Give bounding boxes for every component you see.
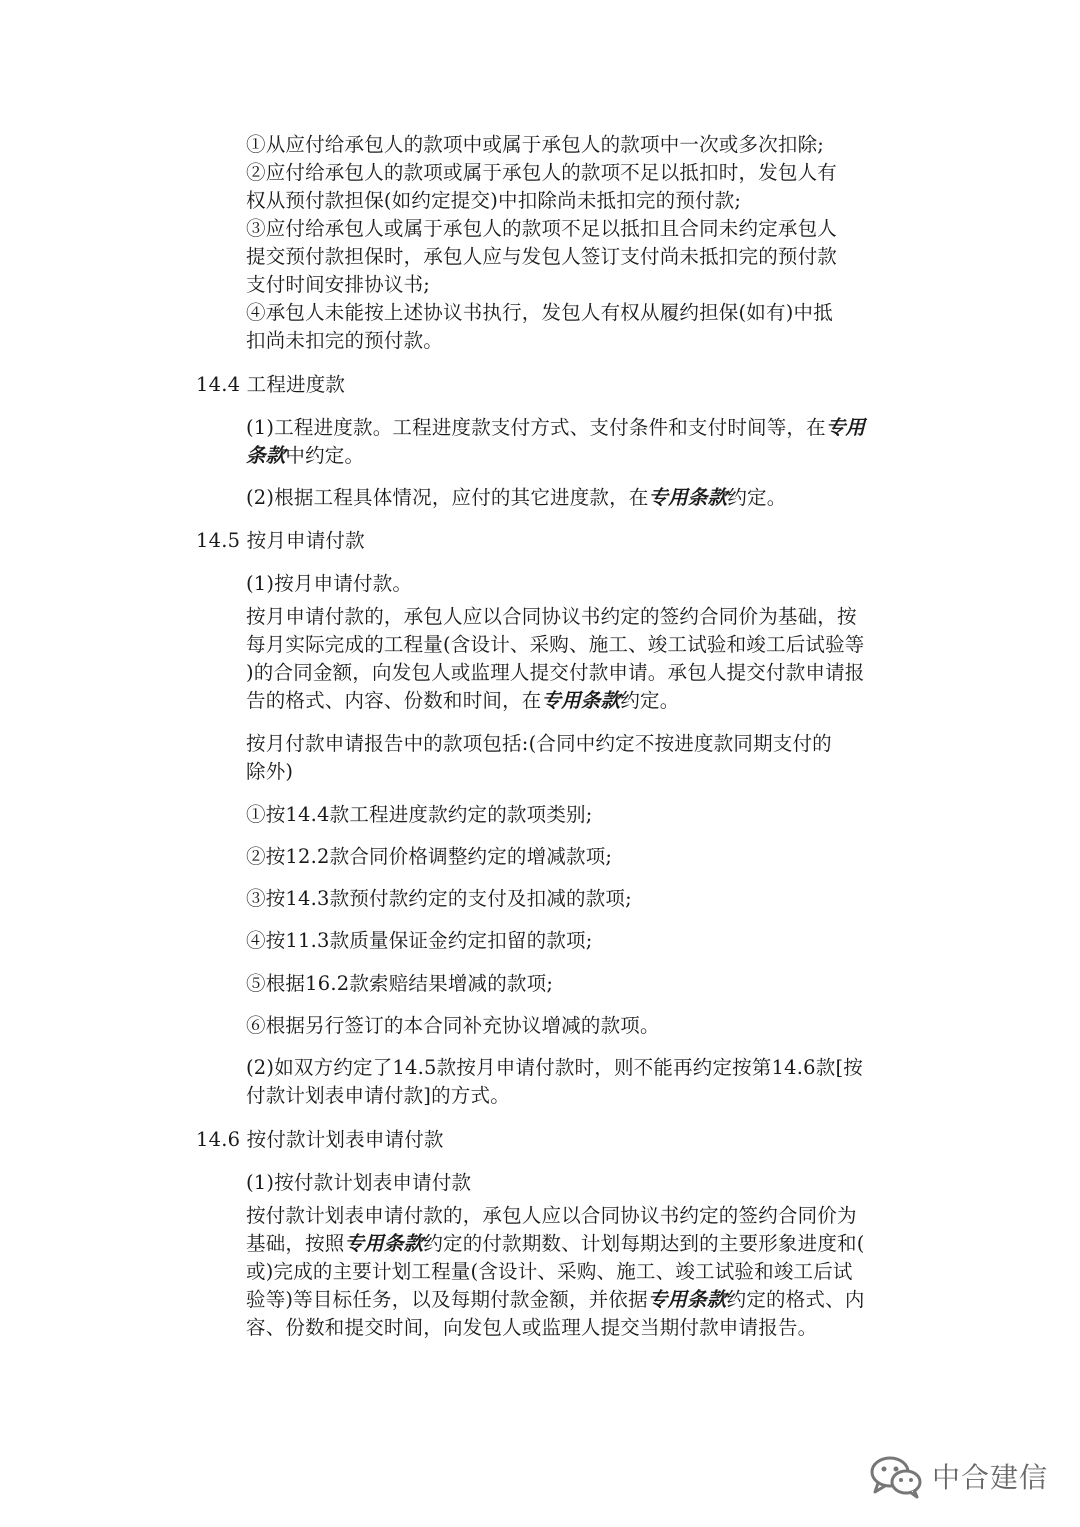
section-heading-14-6: 14.6 按付款计划表申请付款	[196, 1128, 444, 1151]
paragraph-line: (1)按付款计划表申请付款	[246, 1171, 472, 1194]
paragraph-line: (2)如双方约定了14.5款按月申请付款时，则不能再约定按第14.6款[按	[246, 1056, 863, 1079]
text-run: (1)工程进度款。工程进度款支付方式、支付条件和支付时间等，在	[246, 416, 826, 439]
paragraph-line	[246, 414, 865, 442]
text-run: 中约定。	[285, 444, 365, 467]
paragraph-line: 容、份数和提交时间，向发包人或监理人提交当期付款申请报告。	[246, 1316, 818, 1339]
text-run: 约定的格式、内	[726, 1288, 865, 1311]
list-item: ②按12.2款合同价格调整约定的增减款项;	[246, 845, 613, 868]
paragraph-line	[246, 1286, 865, 1314]
emphasis-text: 专用条款	[541, 689, 621, 712]
paragraph-line: 按月付款申请报告中的款项包括:(合同中约定不按进度款同期支付的	[246, 732, 832, 755]
list-item: ⑤根据16.2款索赔结果增减的款项;	[246, 972, 554, 995]
clause-line: ③应付给承包人或属于承包人的款项不足以抵扣且合同未约定承包人	[246, 217, 838, 240]
text-run: 约定。	[620, 689, 680, 712]
paragraph-line: (1)按月申请付款。	[246, 572, 413, 595]
text-run: 基础，按照	[246, 1232, 345, 1255]
emphasis-text: 条款	[246, 444, 286, 467]
emphasis-text: 专用条款	[648, 486, 728, 509]
clause-line: 提交预付款担保时，承包人应与发包人签订支付尚未抵扣完的预付款	[246, 245, 838, 268]
clause-line: 支付时间安排协议书;	[246, 273, 431, 296]
clause-line: ①从应付给承包人的款项中或属于承包人的款项中一次或多次扣除;	[246, 133, 825, 156]
paragraph-line: 或)完成的主要计划工程量(含设计、采购、施工、竣工试验和竣工后试	[246, 1260, 853, 1283]
clause-line: 扣尚未扣完的预付款。	[246, 329, 444, 352]
text-run: 约定的付款期数、计划每期达到的主要形象进度和(	[423, 1232, 865, 1255]
text-run: 验等)等目标任务，以及每期付款金额，并依据	[246, 1288, 648, 1311]
watermark-text: 中合建信	[932, 1461, 1049, 1494]
paragraph-line: 按月申请付款的，承包人应以合同协议书约定的签约合同价为基础，按	[246, 605, 857, 628]
text-run: 告的格式、内容、份数和时间，在	[246, 689, 542, 712]
paragraph-line	[246, 484, 786, 512]
list-item: ①按14.4款工程进度款约定的款项类别;	[246, 803, 593, 826]
paragraph-line: )的合同金额，向发包人或监理人提交付款申请。承包人提交付款申请报	[246, 661, 865, 684]
paragraph-line	[246, 1230, 865, 1258]
wechat-icon	[868, 1452, 924, 1500]
emphasis-text: 专用条款	[647, 1288, 727, 1311]
paragraph-line: 除外)	[246, 760, 294, 783]
text-run: (2)根据工程具体情况，应付的其它进度款，在	[246, 486, 649, 509]
emphasis-text: 专用条款	[344, 1232, 424, 1255]
clause-line: ④承包人未能按上述协议书执行，发包人有权从履约担保(如有)中抵	[246, 301, 833, 324]
emphasis-text: 专用	[825, 416, 866, 439]
paragraph-line	[246, 442, 364, 470]
list-item: ③按14.3款预付款约定的支付及扣减的款项;	[246, 887, 632, 910]
clause-line: ②应付给承包人的款项或属于承包人的款项不足以抵扣时，发包人有	[246, 161, 838, 184]
section-heading-14-5: 14.5 按月申请付款	[196, 529, 365, 552]
clause-line: 权从预付款担保(如约定提交)中扣除尚未抵扣完的预付款;	[246, 189, 742, 212]
paragraph-line: 付款计划表申请付款]的方式。	[246, 1084, 510, 1107]
section-heading-14-4: 14.4 工程进度款	[196, 373, 346, 396]
paragraph-line: 每月实际完成的工程量(含设计、采购、施工、竣工试验和竣工后试验等	[246, 633, 865, 656]
text-run: 约定。	[727, 486, 787, 509]
watermark	[868, 1448, 1048, 1504]
paragraph-line: 按付款计划表申请付款的，承包人应以合同协议书约定的签约合同价为	[246, 1204, 857, 1227]
list-item: ④按11.3款质量保证金约定扣留的款项;	[246, 929, 593, 952]
list-item: ⑥根据另行签订的本合同补充协议增减的款项。	[246, 1014, 660, 1037]
paragraph-line	[246, 687, 679, 715]
